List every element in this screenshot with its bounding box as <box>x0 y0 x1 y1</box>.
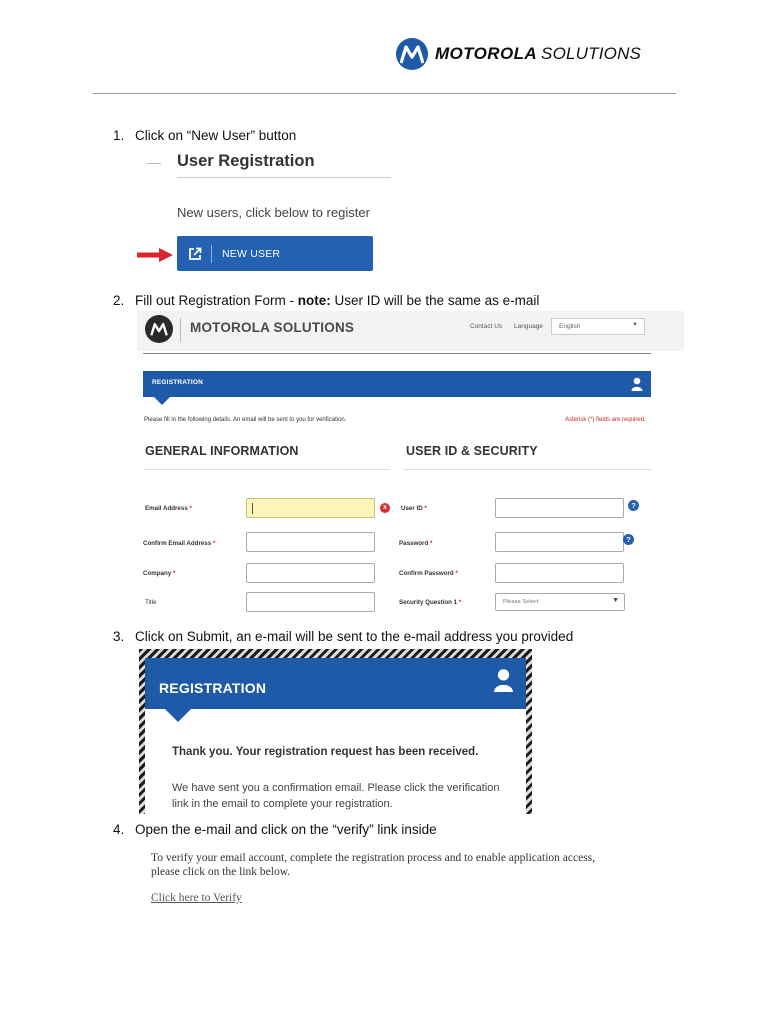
step-3-instruction: 3. Click on Submit, an e-mail will be sent to the e-mail address you provided <box>113 629 574 644</box>
required-fields-note: Asterisk (*) fields are required. <box>565 417 646 423</box>
language-label: Language <box>514 323 543 330</box>
verification-email-text: To verify your email account, complete the registration process and to enable application access, please click on the link below. <box>151 852 596 878</box>
registration-band-title: REGISTRATION <box>159 680 267 696</box>
user-id-input[interactable] <box>495 498 624 518</box>
user-id-label: User ID * <box>401 505 427 512</box>
title-label: Title <box>145 599 157 606</box>
confirmation-screenshot <box>139 649 532 814</box>
chevron-down-icon: ▼ <box>632 322 638 328</box>
logo-wordmark: MOTOROLA SOLUTIONS <box>435 44 642 63</box>
confirmation-panel <box>145 658 526 814</box>
help-icon[interactable]: ? <box>623 534 634 545</box>
band-pointer <box>165 709 191 722</box>
motorola-solutions-logo <box>396 37 641 71</box>
user-id-security-heading: USER ID & SECURITY <box>406 444 538 458</box>
header-separator <box>180 318 181 342</box>
company-label: Company * <box>143 570 176 577</box>
header-divider <box>143 353 651 354</box>
email-address-label: Email Address * <box>145 505 192 512</box>
registration-band-title: REGISTRATION <box>152 379 204 386</box>
chevron-down-icon: ▼ <box>612 597 619 604</box>
confirm-email-label: Confirm Email Address * <box>143 540 216 547</box>
new-user-button-label: NEW USER <box>222 247 281 260</box>
registration-form-screenshot <box>137 311 684 616</box>
step-2-instruction: 2. Fill out Registration Form - note: User ID will be the same as e-mail <box>113 293 540 308</box>
security-question-select[interactable]: Please Select ▼ <box>495 593 625 611</box>
site-brand: MOTOROLA SOLUTIONS <box>190 320 355 335</box>
user-icon <box>631 377 643 391</box>
new-user-button[interactable] <box>177 236 373 271</box>
help-icon[interactable]: ? <box>628 500 639 511</box>
password-label: Password * <box>399 540 433 547</box>
motorola-m-icon <box>145 315 173 343</box>
company-input[interactable] <box>246 563 375 583</box>
confirm-password-label: Confirm Password * <box>399 570 458 577</box>
section-divider <box>143 469 390 470</box>
thank-you-message: Thank you. Your registration request has been received. <box>172 746 479 758</box>
button-separator <box>211 245 212 263</box>
band-pointer <box>154 397 170 405</box>
new-users-subtitle: New users, click below to register <box>177 205 370 220</box>
title-divider <box>177 177 391 178</box>
motorola-m-icon <box>396 38 428 70</box>
language-select[interactable]: English ▼ <box>551 318 645 335</box>
external-link-icon <box>188 247 202 261</box>
divider <box>147 163 161 164</box>
registration-band <box>145 658 526 709</box>
step-1-instruction: 1. Click on “New User” button <box>113 128 297 143</box>
header-divider <box>93 93 676 94</box>
step-4-instruction: 4. Open the e-mail and click on the “verify” link inside <box>113 822 437 837</box>
section-divider <box>403 469 651 470</box>
registration-band <box>143 371 651 397</box>
form-instructions: Please fill in the following details. An email will be sent to you for verification. <box>144 417 347 423</box>
password-input[interactable] <box>495 532 624 552</box>
user-registration-title: User Registration <box>177 152 315 170</box>
confirmation-email-message: We have sent you a confirmation email. Please click the verification link in the email to complete your registration. <box>172 782 500 810</box>
general-information-heading: GENERAL INFORMATION <box>145 444 299 458</box>
red-arrow-icon <box>137 248 173 262</box>
verify-link[interactable]: Click here to Verify <box>151 892 242 904</box>
title-input[interactable] <box>246 592 375 612</box>
confirm-email-input[interactable] <box>246 532 375 552</box>
security-question-label: Security Question 1 * <box>399 599 462 606</box>
error-icon: x <box>380 503 390 513</box>
contact-us-link[interactable]: Contact Us <box>470 323 503 330</box>
email-address-input[interactable] <box>246 498 375 518</box>
user-icon <box>493 668 514 692</box>
confirm-password-input[interactable] <box>495 563 624 583</box>
